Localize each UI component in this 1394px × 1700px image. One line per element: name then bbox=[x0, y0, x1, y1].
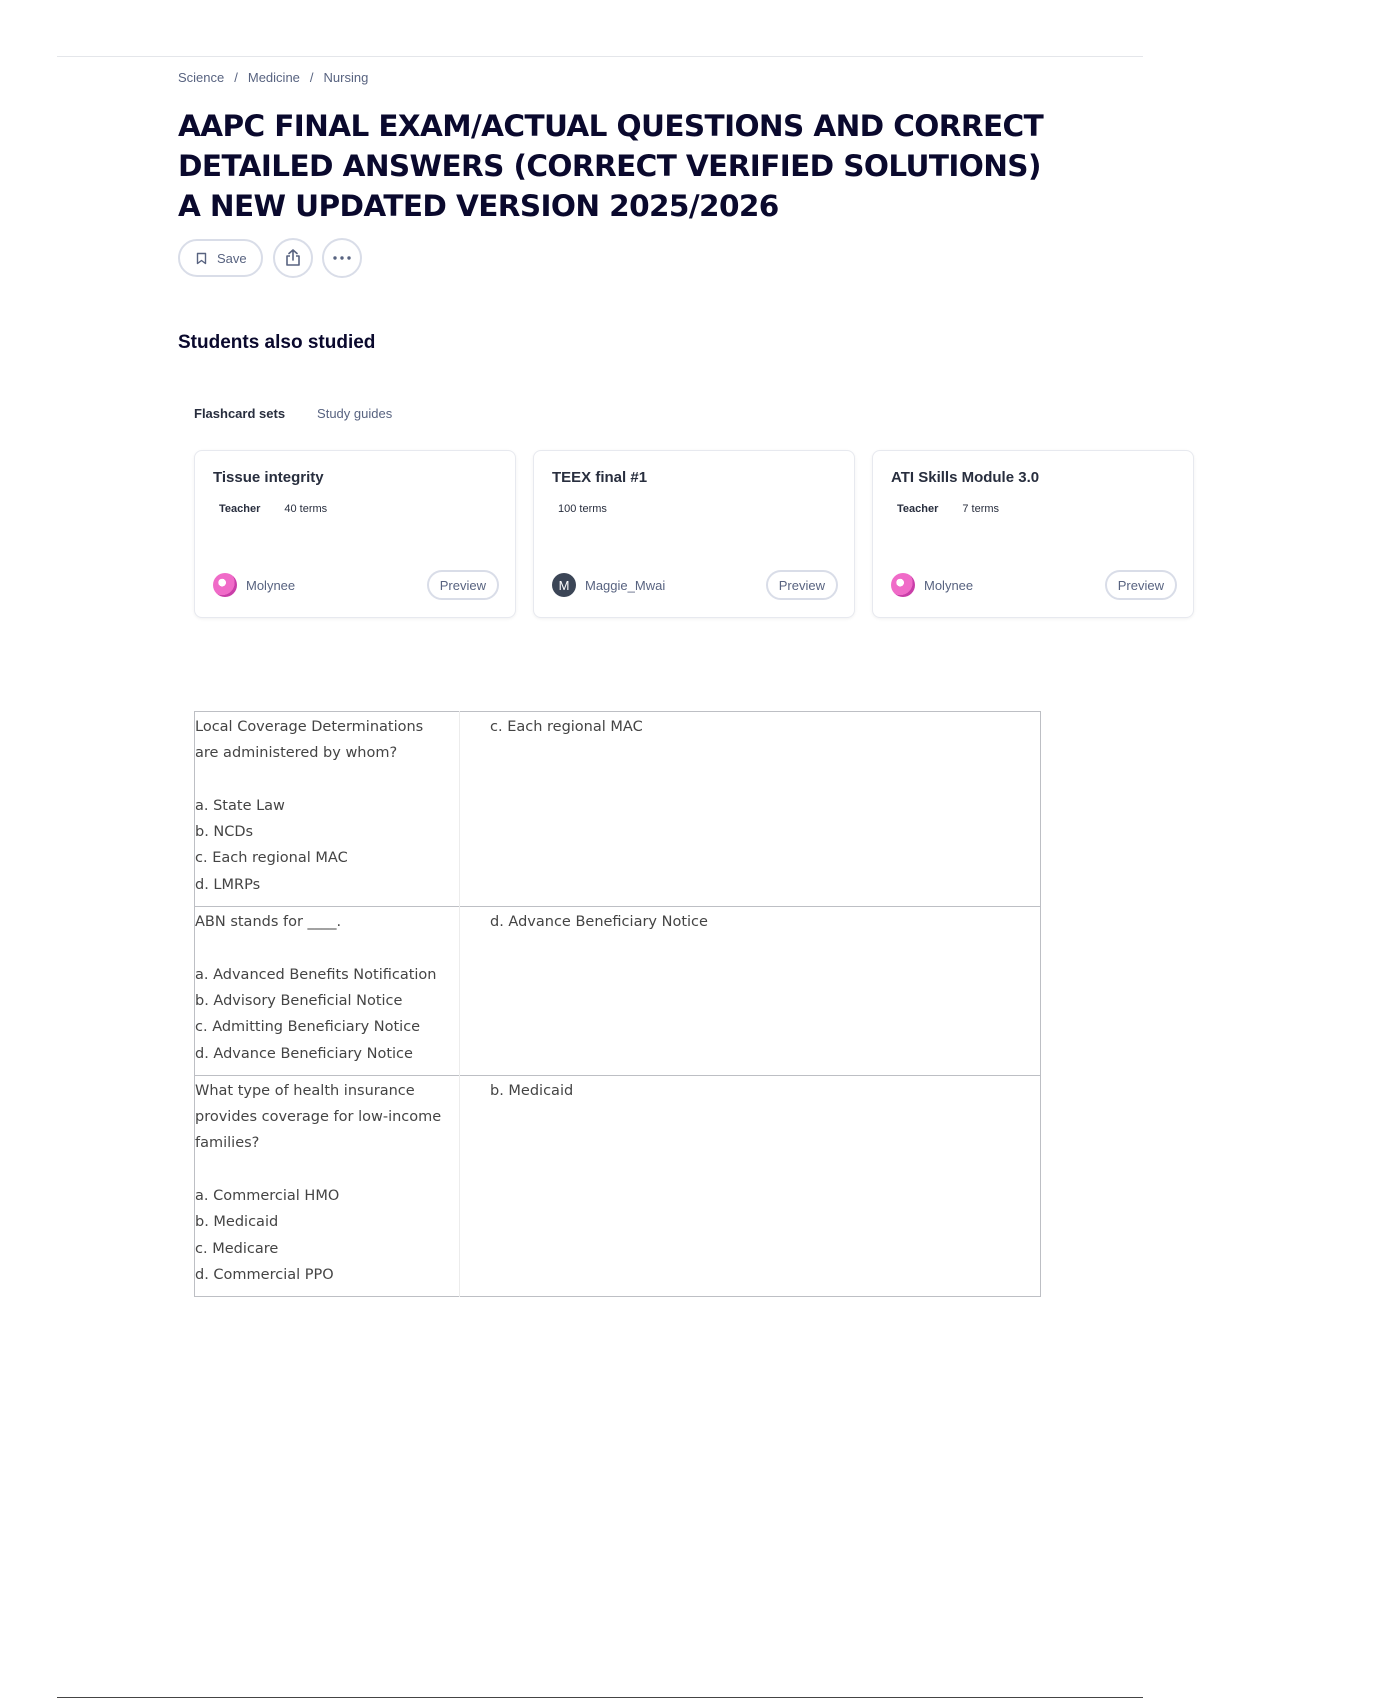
card-title: ATI Skills Module 3.0 bbox=[891, 469, 1040, 486]
term-count: 40 terms bbox=[284, 503, 328, 515]
avatar: M bbox=[552, 573, 576, 597]
card-footer bbox=[213, 569, 499, 601]
author-name: Molynee bbox=[924, 577, 974, 593]
answer-cell: c. Each regional MAC bbox=[490, 719, 643, 735]
top-divider bbox=[57, 56, 1143, 57]
card-title: TEEX final #1 bbox=[552, 469, 648, 486]
card-meta bbox=[897, 503, 1175, 521]
teacher-badge: Teacher bbox=[897, 503, 939, 515]
table-row bbox=[195, 907, 1041, 1076]
card-meta bbox=[558, 503, 836, 521]
question-cell: Local Coverage Determinations are administered by whom? a. State Law b. NCDs c. Each regional MAC d. LMRPs bbox=[195, 712, 460, 907]
question-cell: What type of health insurance provides coverage for low-income families? a. Commercial HMO b. Medicaid c. Medicare d. Commercial PPO bbox=[195, 1075, 460, 1296]
avatar bbox=[213, 573, 237, 597]
card-author[interactable] bbox=[213, 573, 295, 597]
share-icon bbox=[284, 248, 302, 268]
tab-study-guides[interactable]: Study guides bbox=[317, 406, 393, 421]
breadcrumb-link-medicine[interactable]: Medicine bbox=[247, 69, 300, 85]
students-also-studied-heading: Students also studied bbox=[178, 332, 376, 353]
answer-cell: d. Advance Beneficiary Notice bbox=[490, 914, 708, 931]
share-button[interactable] bbox=[273, 238, 313, 278]
more-icon bbox=[332, 255, 352, 261]
card-footer bbox=[552, 569, 838, 601]
breadcrumb-link-science[interactable]: Science bbox=[178, 69, 225, 85]
flashcard-set-card[interactable] bbox=[194, 450, 516, 618]
tab-flashcard-sets[interactable]: Flashcard sets bbox=[194, 406, 286, 421]
table-row bbox=[195, 712, 1041, 907]
term-count: 7 terms bbox=[962, 503, 1000, 515]
preview-button[interactable]: Preview bbox=[766, 570, 838, 600]
card-author[interactable] bbox=[552, 573, 665, 597]
author-name: Maggie_Mwai bbox=[585, 577, 666, 593]
page-title: AAPC FINAL EXAM/ACTUAL QUESTIONS AND CORRECT DETAILED ANSWERS (CORRECT VERIFIED SOLUTIONS) A NEW UPDATED VERSION 2025/2026 bbox=[178, 109, 1044, 223]
teacher-badge: Teacher bbox=[219, 503, 261, 515]
study-tabs bbox=[194, 406, 1058, 426]
flashcard-set-card[interactable] bbox=[872, 450, 1194, 618]
breadcrumb bbox=[178, 66, 1058, 88]
preview-button[interactable]: Preview bbox=[427, 570, 499, 600]
more-options-button[interactable] bbox=[322, 238, 362, 278]
save-button-label: Save bbox=[217, 250, 247, 266]
breadcrumb-separator: / bbox=[309, 69, 314, 85]
bottom-divider bbox=[57, 1697, 1143, 1698]
card-footer bbox=[891, 569, 1177, 601]
question-cell: ABN stands for ____. a. Advanced Benefits Notification b. Advisory Beneficial Notice c. Admitting Beneficiary Notice d. Advance Beneficiary Notice bbox=[195, 907, 460, 1076]
preview-button[interactable]: Preview bbox=[1105, 570, 1177, 600]
table-row bbox=[195, 1075, 1041, 1296]
card-title: Tissue integrity bbox=[213, 469, 324, 486]
term-count: 100 terms bbox=[558, 503, 607, 515]
bookmark-icon bbox=[196, 252, 207, 265]
main-content bbox=[178, 66, 1164, 620]
breadcrumb-separator: / bbox=[234, 69, 238, 85]
answer-cell: b. Medicaid bbox=[490, 1082, 574, 1099]
breadcrumb-link-nursing[interactable]: Nursing bbox=[323, 69, 369, 85]
author-name: Molynee bbox=[246, 577, 296, 593]
card-author[interactable] bbox=[891, 573, 973, 597]
qa-table bbox=[194, 711, 1041, 1297]
save-button[interactable] bbox=[178, 239, 263, 277]
avatar bbox=[891, 573, 915, 597]
card-meta bbox=[219, 503, 497, 521]
action-bar bbox=[178, 238, 1058, 278]
card-carousel bbox=[194, 450, 1164, 620]
flashcard-set-card[interactable] bbox=[533, 450, 855, 618]
